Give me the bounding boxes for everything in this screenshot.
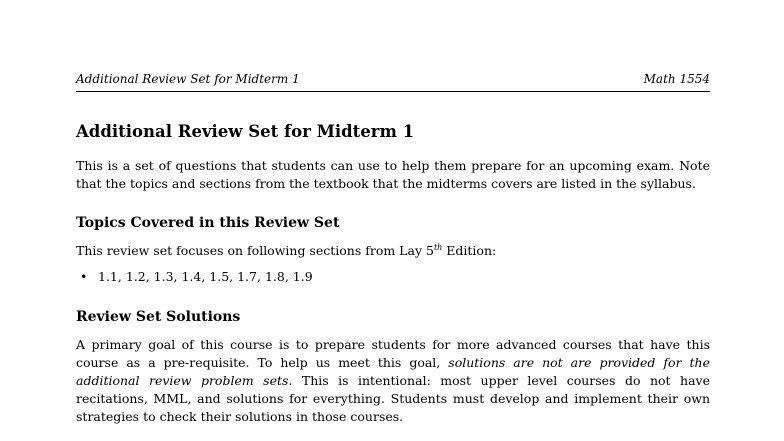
header-rule — [76, 91, 710, 92]
solutions-heading: Review Set Solutions — [76, 309, 241, 325]
sections-text: 1.1, 1.2, 1.3, 1.4, 1.5, 1.7, 1.8, 1.9 — [98, 269, 313, 284]
solutions-text-2: . This is intentional: most upper level courses do not have recitations, MML, and solutions for everything. Students must develop and implement their own strategies to check their solutions in those courses. — [76, 373, 710, 424]
running-header-course: Math 1554 — [643, 72, 710, 86]
topics-heading: Topics Covered in this Review Set — [76, 215, 340, 231]
solutions-emphasis: solutions are not are provided for the additional review problem sets — [76, 355, 710, 388]
sections-list — [76, 268, 313, 286]
bullet-icon: • — [80, 269, 88, 284]
solutions-text-1: A primary goal of this course is to prepare students for more advanced courses that have this course as a pre-requisite. To help us meet this goal, — [76, 337, 710, 370]
list-item — [76, 268, 313, 286]
intro-paragraph: This is a set of questions that students can use to help them prepare for an upcoming exam. Note that the topics and sections from the textbook that the midterms covers are listed in the syllabus. — [76, 158, 710, 191]
document-page — [76, 0, 710, 441]
topics-text-before: This review set focuses on following sections from Lay 5 — [76, 243, 434, 258]
running-header-title: Additional Review Set for Midterm 1 — [76, 72, 300, 86]
edition-superscript: th — [433, 243, 443, 252]
solutions-paragraph — [76, 336, 710, 426]
document-title: Additional Review Set for Midterm 1 — [76, 122, 415, 141]
topics-text-after: Edition: — [442, 243, 497, 258]
topics-paragraph — [76, 242, 710, 260]
